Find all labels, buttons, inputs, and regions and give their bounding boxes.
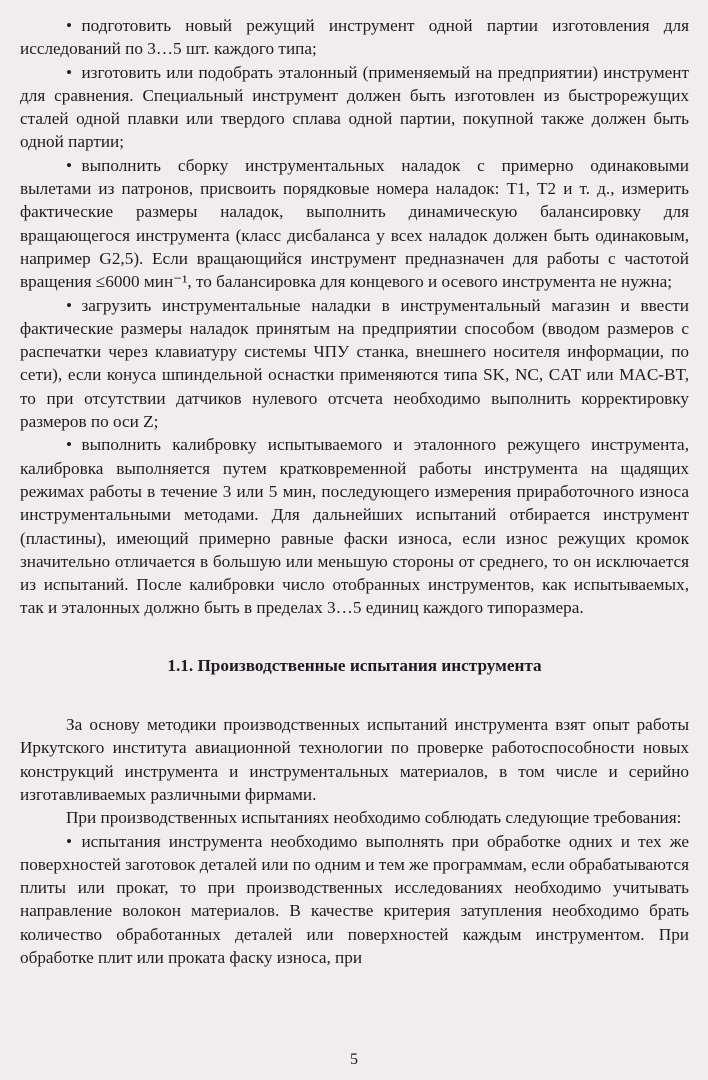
bullet-text: подготовить новый режущий инструмент одной партии изготовления для исследований по 3…5 шт. каждого типа;	[20, 16, 689, 59]
page-content	[20, 14, 689, 969]
bullet-item	[20, 830, 689, 970]
bullet-text: изготовить или подобрать эталонный (применяемый на предприятии) инструмент для сравнения. Специальный инструмент должен быть изготовлен из быстрорежущих сталей одной плавки или твердого сплава одной партии, покупной также должен быть одной партии;	[20, 62, 689, 152]
section-heading: 1.1. Производственные испытания инструмента	[167, 655, 542, 675]
bullet-icon: •	[66, 62, 73, 82]
bullet-text: загрузить инструментальные наладки в инструментальный магазин и ввести фактические размеры наладок принятым на предприятии способом (вводом размеров с распечатки через клавиатуру системы ЧПУ станка, внешнего носителя информации, по сети), если конуса шпиндельной оснастки применяются типа SK, NC, CAT или MAC-BT, то при отсутствии датчиков нулевого отсчета необходимо выполнить корректировку размеров по оси Z;	[20, 295, 689, 432]
page-number: 5	[350, 1051, 358, 1068]
bullet-item	[20, 154, 689, 294]
bullet-item	[20, 294, 689, 434]
bullet-item	[20, 14, 689, 61]
bullet-icon: •	[66, 295, 73, 315]
bullet-icon: •	[66, 16, 73, 35]
bullet-icon: •	[66, 831, 73, 851]
bullet-text: испытания инструмента необходимо выполнять при обработке одних и тех же поверхностей заготовок деталей или по одним и тем же программам, если обрабатываются плиты или прокат, то при производственных исследованиях необходимо учитывать направление волокон материалов. В качестве критерия затупления необходимо брать количество обработанных деталей или поверхностей каждым инструментом. При обработке плит или проката фаску износа, при	[20, 831, 689, 967]
bullet-text: выполнить сборку инструментальных наладок с примерно одинаковыми вылетами из патронов, присвоить порядковые номера наладок: Т1, Т2 и т. д., измерить фактические размеры наладок, выполнить динамическую балансировку для вращающегося инструмента (класс дисбаланса у всех наладок должен быть одинаковым, например G2,5). Если вращающийся инструмент предназначен для работы с частотой вращения ≤6000 мин⁻¹, то балансировка для концевого и осевого инструмента не нужна;	[20, 155, 689, 292]
bullet-icon: •	[66, 435, 73, 455]
bullet-text: выполнить калибровку испытываемого и эталонного режущего инструмента, калибровка выполняется путем кратковременной работы инструмента на щадящих режимах работы в течение 3 или 5 мин, последующего измерения приработочного износа инструментальными методами. Для дальнейших испытаний отбирается инструмент (пластины), имеющий примерно равные фаски износа, если износ режущих кромок значительно отличается в большую или меньшую стороны от среднего, то он исключается из испытаний. После калибровки число отобранных инструментов, как испытываемых, так и эталонных должно быть в пределах 3…5 единиц каждого типоразмера.	[20, 435, 689, 618]
bullet-item	[20, 433, 689, 619]
bullet-icon: •	[66, 155, 73, 175]
paragraph: При производственных испытаниях необходимо соблюдать следующие требования:	[66, 808, 682, 828]
paragraph: За основу методики производственных испытаний инструмента взят опыт работы Иркутского института авиационной технологии по проверке работоспособности новых конструкций инструмента и инструментальных материалов, в том числе и серийно изготавливаемых различными фирмами.	[20, 715, 689, 804]
bullet-item	[20, 61, 689, 154]
